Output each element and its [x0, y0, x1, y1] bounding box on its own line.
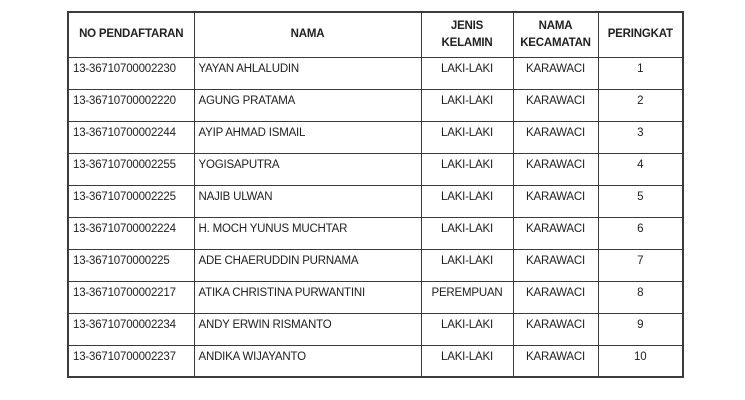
cell-no-pendaftaran: 13-36710700002237 [68, 345, 194, 377]
table-header [68, 12, 683, 57]
table-row [68, 185, 683, 217]
cell-nama-kecamatan: KARAWACI [513, 185, 598, 217]
cell-peringkat: 6 [598, 217, 683, 249]
cell-nama: H. MOCH YUNUS MUCHTAR [194, 217, 421, 249]
cell-jenis-kelamin: LAKI-LAKI [421, 217, 513, 249]
table-row [68, 313, 683, 345]
cell-jenis-kelamin: LAKI-LAKI [421, 185, 513, 217]
cell-nama-kecamatan: KARAWACI [513, 249, 598, 281]
cell-nama-kecamatan: KARAWACI [513, 121, 598, 153]
cell-nama-kecamatan: KARAWACI [513, 281, 598, 313]
cell-jenis-kelamin: LAKI-LAKI [421, 345, 513, 377]
cell-nama: ANDIKA WIJAYANTO [194, 345, 421, 377]
col-header-jenis-kelamin: JENIS KELAMIN [421, 12, 513, 57]
cell-nama-kecamatan: KARAWACI [513, 153, 598, 185]
cell-jenis-kelamin: LAKI-LAKI [421, 249, 513, 281]
cell-nama-kecamatan: KARAWACI [513, 345, 598, 377]
cell-jenis-kelamin: LAKI-LAKI [421, 313, 513, 345]
header-row [68, 12, 683, 57]
cell-peringkat: 2 [598, 89, 683, 121]
cell-no-pendaftaran: 13-3671070000225 [68, 249, 194, 281]
table-row [68, 89, 683, 121]
cell-nama: AGUNG PRATAMA [194, 89, 421, 121]
cell-nama-kecamatan: KARAWACI [513, 313, 598, 345]
cell-no-pendaftaran: 13-36710700002224 [68, 217, 194, 249]
cell-no-pendaftaran: 13-36710700002255 [68, 153, 194, 185]
table-row [68, 217, 683, 249]
cell-nama: YAYAN AHLALUDIN [194, 57, 421, 89]
table-row [68, 153, 683, 185]
table-body [68, 57, 683, 377]
cell-peringkat: 5 [598, 185, 683, 217]
registration-results-table [67, 11, 684, 378]
results-table-wrap [67, 11, 684, 378]
col-header-nama-kecamatan: NAMA KECAMATAN [513, 12, 598, 57]
cell-peringkat: 9 [598, 313, 683, 345]
cell-peringkat: 7 [598, 249, 683, 281]
cell-nama: ADE CHAERUDDIN PURNAMA [194, 249, 421, 281]
cell-jenis-kelamin: LAKI-LAKI [421, 89, 513, 121]
table-row [68, 121, 683, 153]
cell-nama-kecamatan: KARAWACI [513, 57, 598, 89]
cell-peringkat: 3 [598, 121, 683, 153]
cell-jenis-kelamin: PEREMPUAN [421, 281, 513, 313]
cell-jenis-kelamin: LAKI-LAKI [421, 121, 513, 153]
cell-jenis-kelamin: LAKI-LAKI [421, 153, 513, 185]
cell-nama: AYIP AHMAD ISMAIL [194, 121, 421, 153]
cell-no-pendaftaran: 13-36710700002217 [68, 281, 194, 313]
cell-no-pendaftaran: 13-36710700002230 [68, 57, 194, 89]
cell-peringkat: 1 [598, 57, 683, 89]
cell-peringkat: 4 [598, 153, 683, 185]
col-header-peringkat: PERINGKAT [598, 12, 683, 57]
cell-no-pendaftaran: 13-36710700002220 [68, 89, 194, 121]
cell-nama: ANDY ERWIN RISMANTO [194, 313, 421, 345]
col-header-no-pendaftaran: NO PENDAFTARAN [68, 12, 194, 57]
table-row [68, 281, 683, 313]
cell-jenis-kelamin: LAKI-LAKI [421, 57, 513, 89]
table-row [68, 345, 683, 377]
col-header-nama: NAMA [194, 12, 421, 57]
table-row [68, 57, 683, 89]
cell-nama: NAJIB ULWAN [194, 185, 421, 217]
cell-peringkat: 10 [598, 345, 683, 377]
cell-no-pendaftaran: 13-36710700002225 [68, 185, 194, 217]
cell-nama: YOGISAPUTRA [194, 153, 421, 185]
cell-nama-kecamatan: KARAWACI [513, 89, 598, 121]
cell-no-pendaftaran: 13-36710700002244 [68, 121, 194, 153]
cell-no-pendaftaran: 13-36710700002234 [68, 313, 194, 345]
table-row [68, 249, 683, 281]
cell-nama: ATIKA CHRISTINA PURWANTINI [194, 281, 421, 313]
cell-peringkat: 8 [598, 281, 683, 313]
cell-nama-kecamatan: KARAWACI [513, 217, 598, 249]
